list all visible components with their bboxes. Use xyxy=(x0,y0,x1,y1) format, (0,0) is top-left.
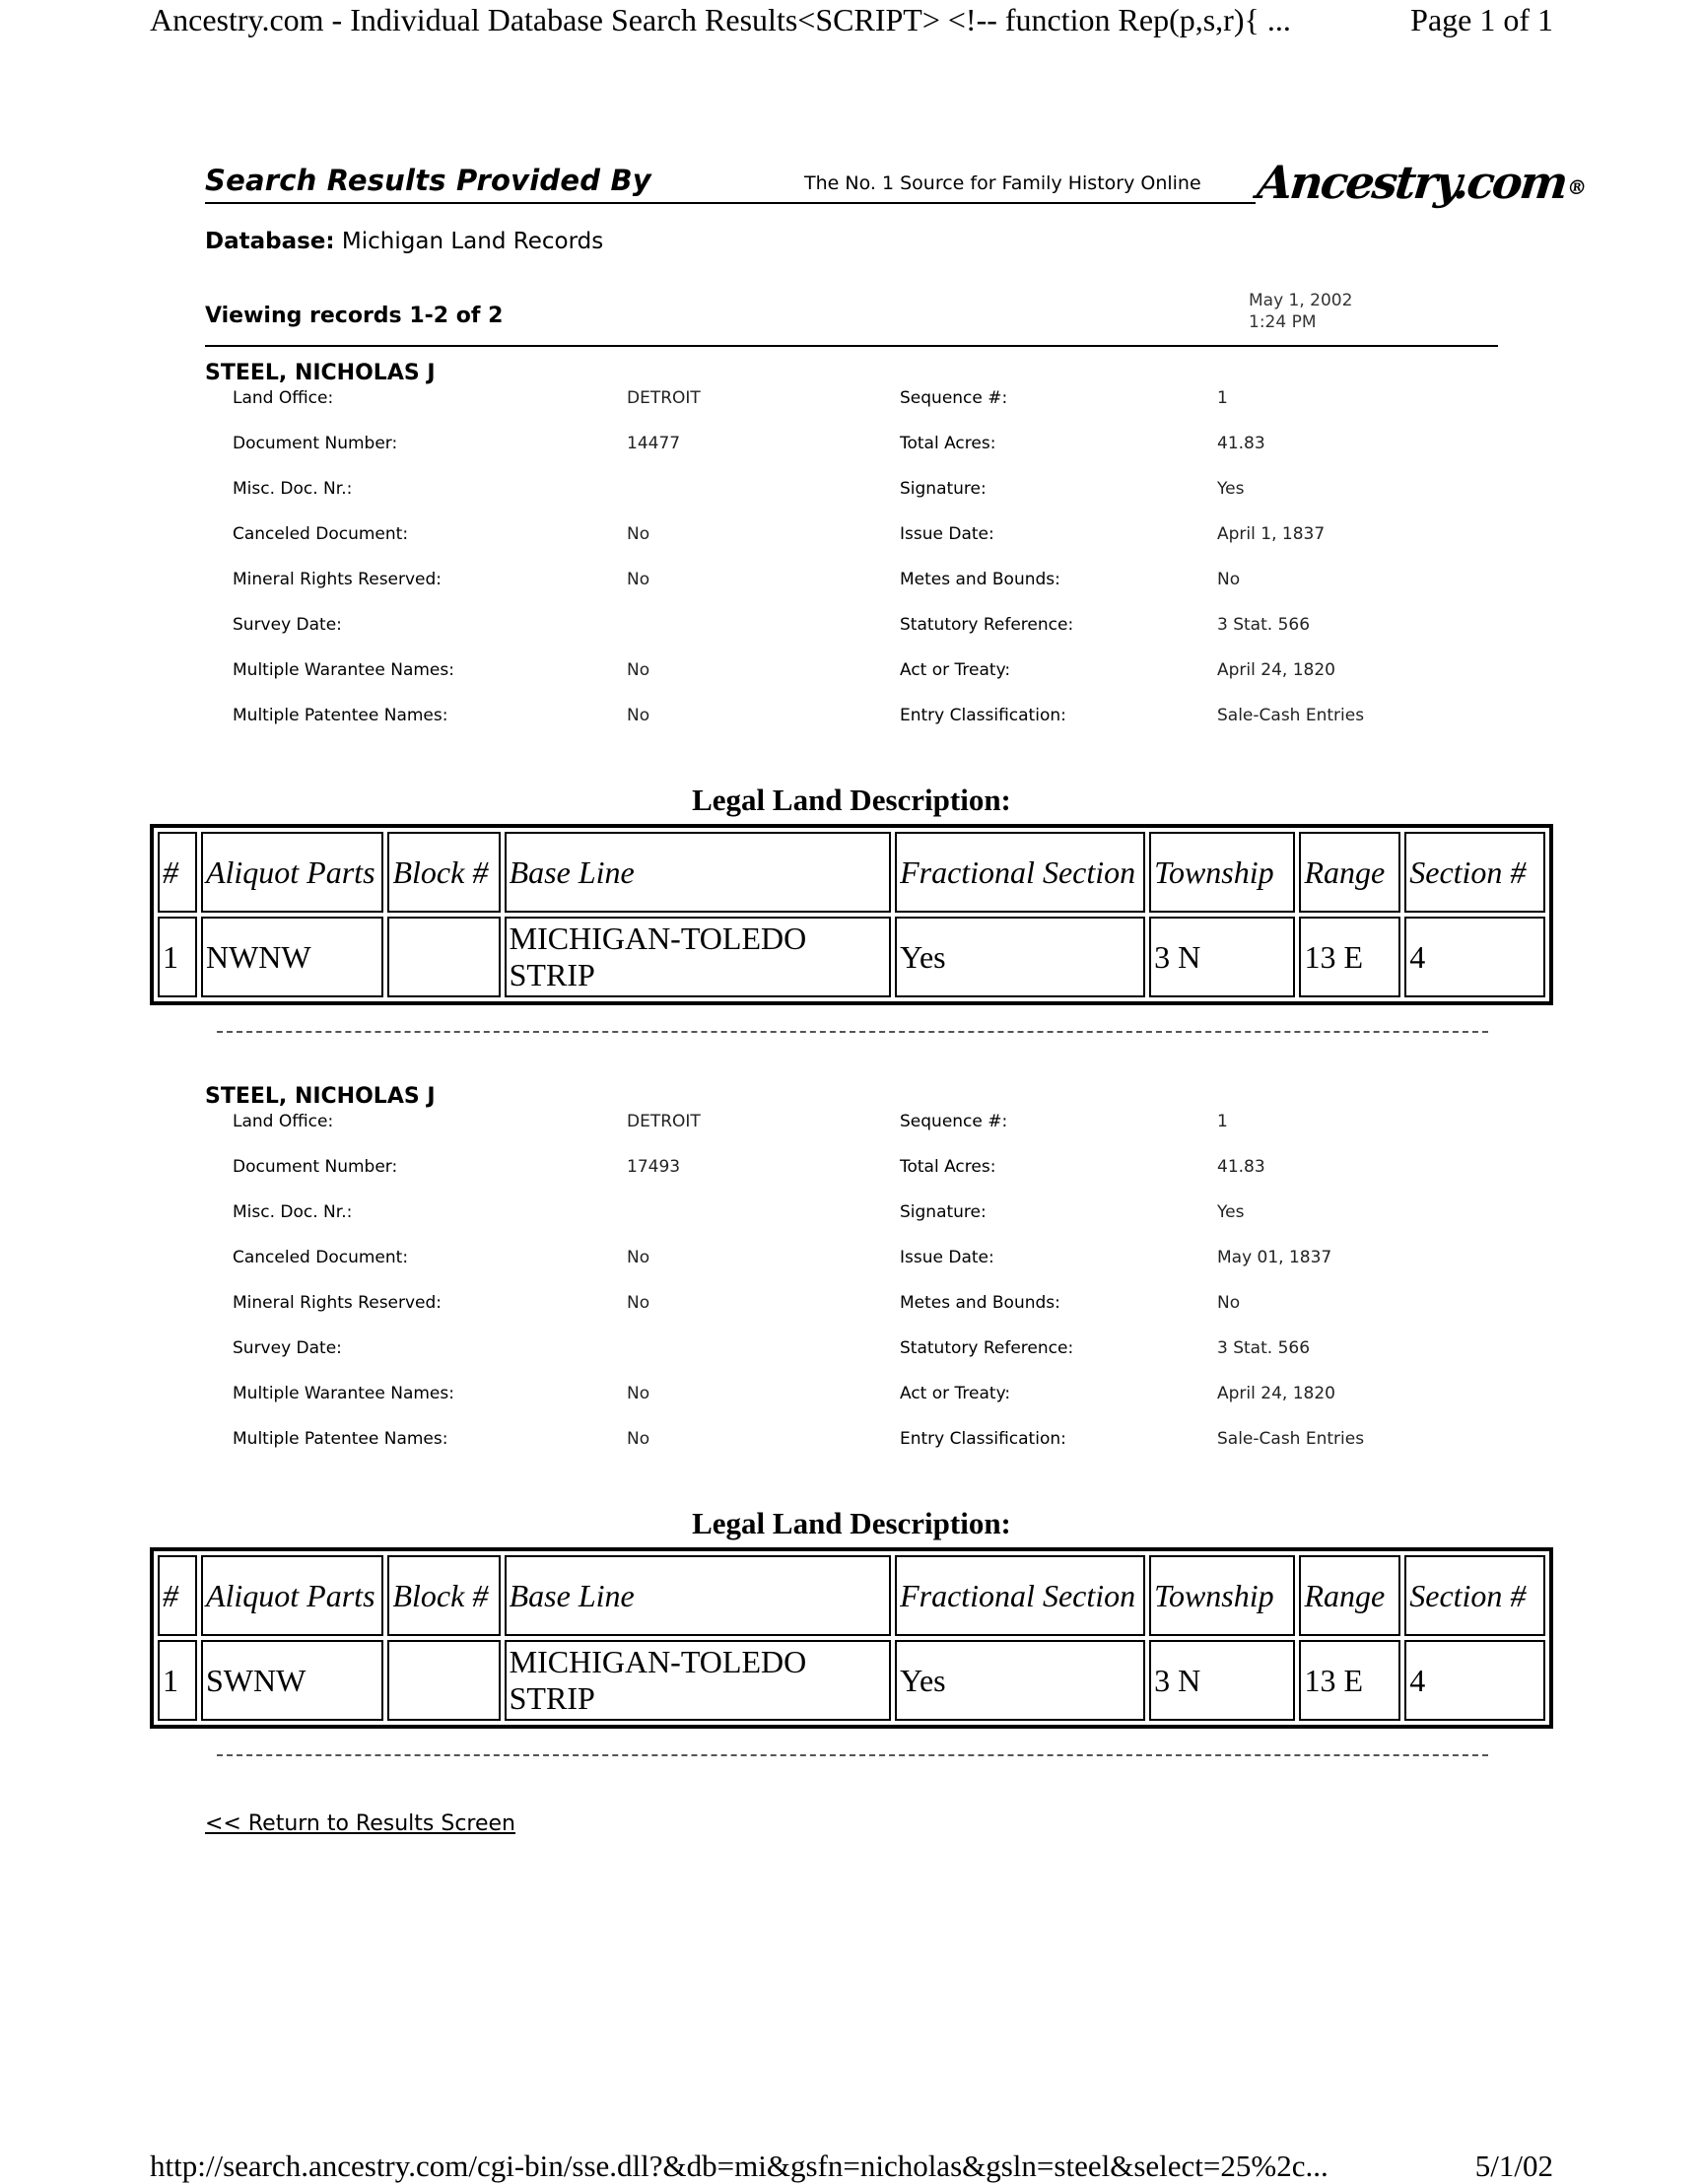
column-header: Base Line xyxy=(505,1555,891,1636)
print-header-title: Ancestry.com - Individual Database Search Results<SCRIPT> <!-- function Rep(p,s,r){ ... xyxy=(150,2,1291,37)
field-row xyxy=(205,479,1565,524)
print-footer-url: http://search.ancestry.com/cgi-bin/sse.dll?&db=mi&gsfn=nicholas&gsln=steel&select=25%2c... xyxy=(150,2149,1328,2183)
field-value: 3 Stat. 566 xyxy=(1217,615,1311,635)
field-row xyxy=(205,1157,1565,1202)
column-header: Fractional Section xyxy=(895,1555,1145,1636)
field-label: Sequence #: xyxy=(900,388,1008,408)
record-separator xyxy=(217,1031,1488,1033)
field-label: Sequence #: xyxy=(900,1112,1008,1131)
field-label: Land Office: xyxy=(233,1112,334,1131)
field-label: Document Number: xyxy=(233,434,398,453)
field-row xyxy=(205,660,1565,706)
database-line xyxy=(205,229,603,254)
registered-mark: ® xyxy=(1565,175,1586,199)
ancestry-logo[interactable] xyxy=(1255,156,1588,209)
table-cell: 1 xyxy=(158,917,197,997)
table-cell: 3 N xyxy=(1149,1640,1295,1721)
field-value: 1 xyxy=(1217,388,1228,408)
field-label: Total Acres: xyxy=(900,434,996,453)
record-name: STEEL, NICHOLAS J xyxy=(205,361,436,385)
field-value: April 24, 1820 xyxy=(1217,660,1335,680)
column-header: Range xyxy=(1299,832,1400,913)
banner-divider xyxy=(205,202,1256,204)
field-label: Signature: xyxy=(900,479,987,499)
legal-description-table xyxy=(150,824,1553,1005)
print-header-page: Page 1 of 1 xyxy=(1410,2,1553,37)
field-value: 14477 xyxy=(627,434,681,453)
field-label: Metes and Bounds: xyxy=(900,1293,1060,1313)
table-cell: 13 E xyxy=(1299,1640,1400,1721)
field-value: 41.83 xyxy=(1217,434,1265,453)
field-value: 3 Stat. 566 xyxy=(1217,1338,1311,1358)
banner-tagline: The No. 1 Source for Family History Online xyxy=(804,172,1201,194)
column-header: Block # xyxy=(387,832,500,913)
field-label: Mineral Rights Reserved: xyxy=(233,570,443,589)
database-label: Database: xyxy=(205,229,335,254)
table-cell: SWNW xyxy=(201,1640,384,1721)
column-header: Section # xyxy=(1404,1555,1545,1636)
legal-description-2 xyxy=(150,1504,1553,1729)
column-header: # xyxy=(158,832,197,913)
field-label: Act or Treaty: xyxy=(900,660,1011,680)
field-value: No xyxy=(627,1429,650,1449)
field-value: No xyxy=(1217,1293,1241,1313)
field-label: Signature: xyxy=(900,1202,987,1222)
field-value: Yes xyxy=(1217,1202,1245,1222)
field-row xyxy=(205,615,1565,660)
table-cell: Yes xyxy=(895,1640,1145,1721)
table-header-row xyxy=(158,832,1545,913)
field-label: Document Number: xyxy=(233,1157,398,1177)
column-header: Base Line xyxy=(505,832,891,913)
field-value: No xyxy=(627,660,650,680)
print-footer-date: 5/1/02 xyxy=(1474,2149,1553,2183)
timestamp xyxy=(1249,290,1352,333)
field-row xyxy=(205,1429,1565,1474)
record-separator xyxy=(217,1754,1488,1756)
column-header: # xyxy=(158,1555,197,1636)
column-header: Block # xyxy=(387,1555,500,1636)
field-value: No xyxy=(627,1384,650,1403)
field-value: DETROIT xyxy=(627,1112,701,1131)
table-cell: MICHIGAN-TOLEDO STRIP xyxy=(505,1640,891,1721)
table-cell: Yes xyxy=(895,917,1145,997)
field-label: Multiple Patentee Names: xyxy=(233,1429,448,1449)
column-header: Fractional Section xyxy=(895,832,1145,913)
field-row xyxy=(205,434,1565,479)
field-value: Sale-Cash Entries xyxy=(1217,1429,1365,1449)
timestamp-date: May 1, 2002 xyxy=(1249,291,1353,310)
field-label: Misc. Doc. Nr.: xyxy=(233,479,353,499)
field-value: 17493 xyxy=(627,1157,681,1177)
field-label: Statutory Reference: xyxy=(900,615,1074,635)
column-header: Section # xyxy=(1404,832,1545,913)
field-value: May 01, 1837 xyxy=(1217,1248,1332,1267)
field-row xyxy=(205,1202,1565,1248)
field-row xyxy=(205,388,1565,434)
table-cell: 4 xyxy=(1404,917,1545,997)
column-header: Range xyxy=(1299,1555,1400,1636)
column-header: Township xyxy=(1149,1555,1295,1636)
field-value: No xyxy=(1217,570,1241,589)
field-value: No xyxy=(627,524,650,544)
field-value: 1 xyxy=(1217,1112,1228,1131)
field-label: Land Office: xyxy=(233,388,334,408)
banner-title: Search Results Provided By xyxy=(205,164,651,197)
field-label: Survey Date: xyxy=(233,615,342,635)
field-row xyxy=(205,706,1565,751)
field-value: Sale-Cash Entries xyxy=(1217,706,1365,725)
table-cell: 1 xyxy=(158,1640,197,1721)
field-label: Act or Treaty: xyxy=(900,1384,1011,1403)
legal-description-1 xyxy=(150,781,1553,1005)
field-label: Entry Classification: xyxy=(900,1429,1066,1449)
field-value: No xyxy=(627,570,650,589)
table-header-row xyxy=(158,1555,1545,1636)
field-row xyxy=(205,524,1565,570)
field-label: Canceled Document: xyxy=(233,524,409,544)
results-banner xyxy=(205,156,1586,227)
table-cell: 4 xyxy=(1404,1640,1545,1721)
viewing-count: Viewing records 1-2 of 2 xyxy=(205,304,504,328)
field-value: April 24, 1820 xyxy=(1217,1384,1335,1403)
table-cell xyxy=(387,1640,500,1721)
column-header: Township xyxy=(1149,832,1295,913)
table-cell: 13 E xyxy=(1299,917,1400,997)
field-row xyxy=(205,1338,1565,1384)
field-row xyxy=(205,1384,1565,1429)
field-label: Entry Classification: xyxy=(900,706,1066,725)
field-label: Issue Date: xyxy=(900,1248,994,1267)
field-value: No xyxy=(627,1293,650,1313)
field-label: Multiple Warantee Names: xyxy=(233,1384,454,1403)
field-row xyxy=(205,1293,1565,1338)
column-header: Aliquot Parts xyxy=(201,832,384,913)
record-name: STEEL, NICHOLAS J xyxy=(205,1084,436,1109)
field-label: Metes and Bounds: xyxy=(900,570,1060,589)
database-value: Michigan Land Records xyxy=(341,229,604,254)
record-fields xyxy=(205,388,1565,751)
field-row xyxy=(205,1112,1565,1157)
field-value: DETROIT xyxy=(627,388,701,408)
logo-text: Ancestry.com xyxy=(1255,156,1569,209)
header-divider xyxy=(205,345,1498,347)
legal-description-title: Legal Land Description: xyxy=(692,1506,1011,1540)
field-label: Total Acres: xyxy=(900,1157,996,1177)
table-cell: 3 N xyxy=(1149,917,1295,997)
field-label: Multiple Warantee Names: xyxy=(233,660,454,680)
field-label: Misc. Doc. Nr.: xyxy=(233,1202,353,1222)
field-row xyxy=(205,570,1565,615)
record-1 xyxy=(205,361,1565,751)
field-label: Multiple Patentee Names: xyxy=(233,706,448,725)
field-value: April 1, 1837 xyxy=(1217,524,1326,544)
timestamp-time: 1:24 PM xyxy=(1249,312,1317,332)
legal-description-table xyxy=(150,1547,1553,1729)
table-cell xyxy=(387,917,500,997)
table-cell: NWNW xyxy=(201,917,384,997)
field-label: Survey Date: xyxy=(233,1338,342,1358)
field-value: 41.83 xyxy=(1217,1157,1265,1177)
field-value: No xyxy=(627,1248,650,1267)
column-header: Aliquot Parts xyxy=(201,1555,384,1636)
record-2 xyxy=(205,1084,1565,1474)
field-row xyxy=(205,1248,1565,1293)
field-label: Issue Date: xyxy=(900,524,994,544)
field-value: Yes xyxy=(1217,479,1245,499)
table-row xyxy=(158,1640,1545,1721)
field-label: Mineral Rights Reserved: xyxy=(233,1293,443,1313)
table-cell: MICHIGAN-TOLEDO STRIP xyxy=(505,917,891,997)
legal-description-title: Legal Land Description: xyxy=(692,783,1011,817)
record-fields xyxy=(205,1112,1565,1474)
field-label: Statutory Reference: xyxy=(900,1338,1074,1358)
return-to-results-link[interactable]: << Return to Results Screen xyxy=(205,1811,516,1836)
field-value: No xyxy=(627,706,650,725)
table-row xyxy=(158,917,1545,997)
field-label: Canceled Document: xyxy=(233,1248,409,1267)
